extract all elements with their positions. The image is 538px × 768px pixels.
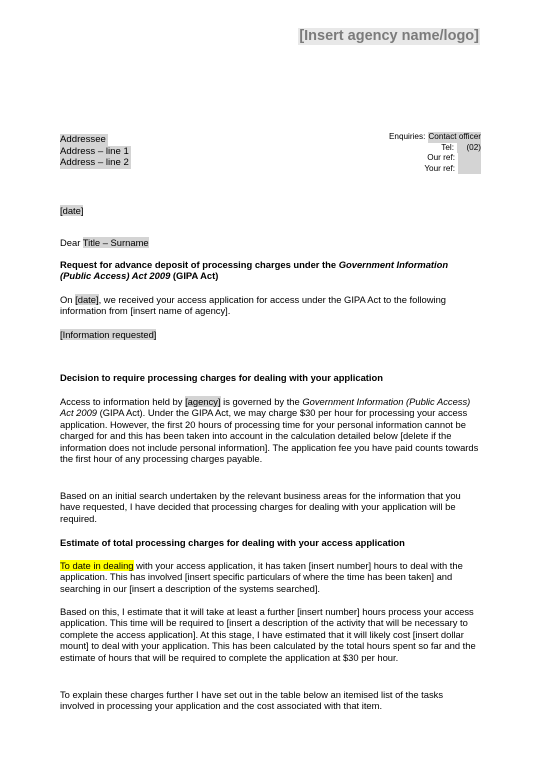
tel-value: (02) xyxy=(457,143,481,154)
addressee: Addressee xyxy=(60,134,106,145)
information-requested: [Information requested] xyxy=(60,329,157,340)
paragraph-to-date: To date in dealing with your access application, it has taken [insert number] hours to deal with the application. This has involved [insert specific particulars of where the time has been taken] and searching in our [insert a description of the systems searched]. xyxy=(60,560,463,594)
your-ref-label: Your ref: xyxy=(424,163,455,173)
agency-logo-placeholder: [Insert agency name/logo] xyxy=(299,28,479,44)
paragraph-initial-search: Based on an initial search undertaken by the relevant business areas for the information that you have requested, I have decided that processing charges for dealing with your application will be required. xyxy=(60,490,461,524)
intro-paragraph: On [date], we received your access application for access under the GIPA Act to the following information from [insert name of agency]. xyxy=(60,294,446,317)
heading-estimate: Estimate of total processing charges for dealing with your access application xyxy=(60,537,405,548)
address-block xyxy=(60,134,131,169)
your-ref-field xyxy=(458,164,481,175)
date-placeholder: [date] xyxy=(75,294,99,305)
our-ref-field xyxy=(458,153,481,164)
our-ref-label: Our ref: xyxy=(427,153,455,162)
agency-placeholder: [agency] xyxy=(185,396,221,407)
contact-officer: Contact officer xyxy=(428,132,481,141)
address-line-2: Address – line 2 xyxy=(60,157,129,168)
recipient-name: Title – Surname xyxy=(82,237,149,248)
heading-decision: Decision to require processing charges for dealing with your application xyxy=(60,372,383,383)
address-line-1: Address – line 1 xyxy=(60,145,129,157)
date-placeholder: [date] xyxy=(60,205,84,216)
highlighted-text: To date in dealing xyxy=(60,560,134,571)
paragraph-estimate: Based on this, I estimate that it will take at least a further [insert number] hours process your access application. This time will be required to [insert a description of the activity that will be necessary to complete the access application]. At this stage, I have estimated that it will likely cost [insert dollar mount] to deal with your application. This has been calculated by the total hours spent so far and the estimate of hours that will be required to complete the application at $30 per hour. xyxy=(60,606,476,663)
letter-date xyxy=(60,205,480,216)
tel-label: Tel: xyxy=(441,142,454,152)
subject-line: Request for advance deposit of processing charges under the Government Information (Public Access) Act 2009 (GIPA Act) xyxy=(60,259,449,282)
salutation: Dear Title – Surname xyxy=(60,237,149,248)
paragraph-gipa: Access to information held by [agency] is governed by the Government Information (Public Access) Act 2009 (GIPA Act). Under the GIPA Act, we may charge $30 per hour for processing your access application. However, the first 20 hours of processing time for your personal information cannot be charged for and this has been taken into account in the calculation detailed below [delete if the information does not include personal information]. The application fee you have paid counts towards the first hour of any processing charges payable. xyxy=(60,396,479,465)
enquiries-label: Enquiries: xyxy=(388,132,426,141)
enquiries-block xyxy=(380,132,481,174)
paragraph-table-intro: To explain these charges further I have set out in the table below an itemised list of the tasks involved in processing your application and the cost associated with that item. xyxy=(60,689,444,712)
